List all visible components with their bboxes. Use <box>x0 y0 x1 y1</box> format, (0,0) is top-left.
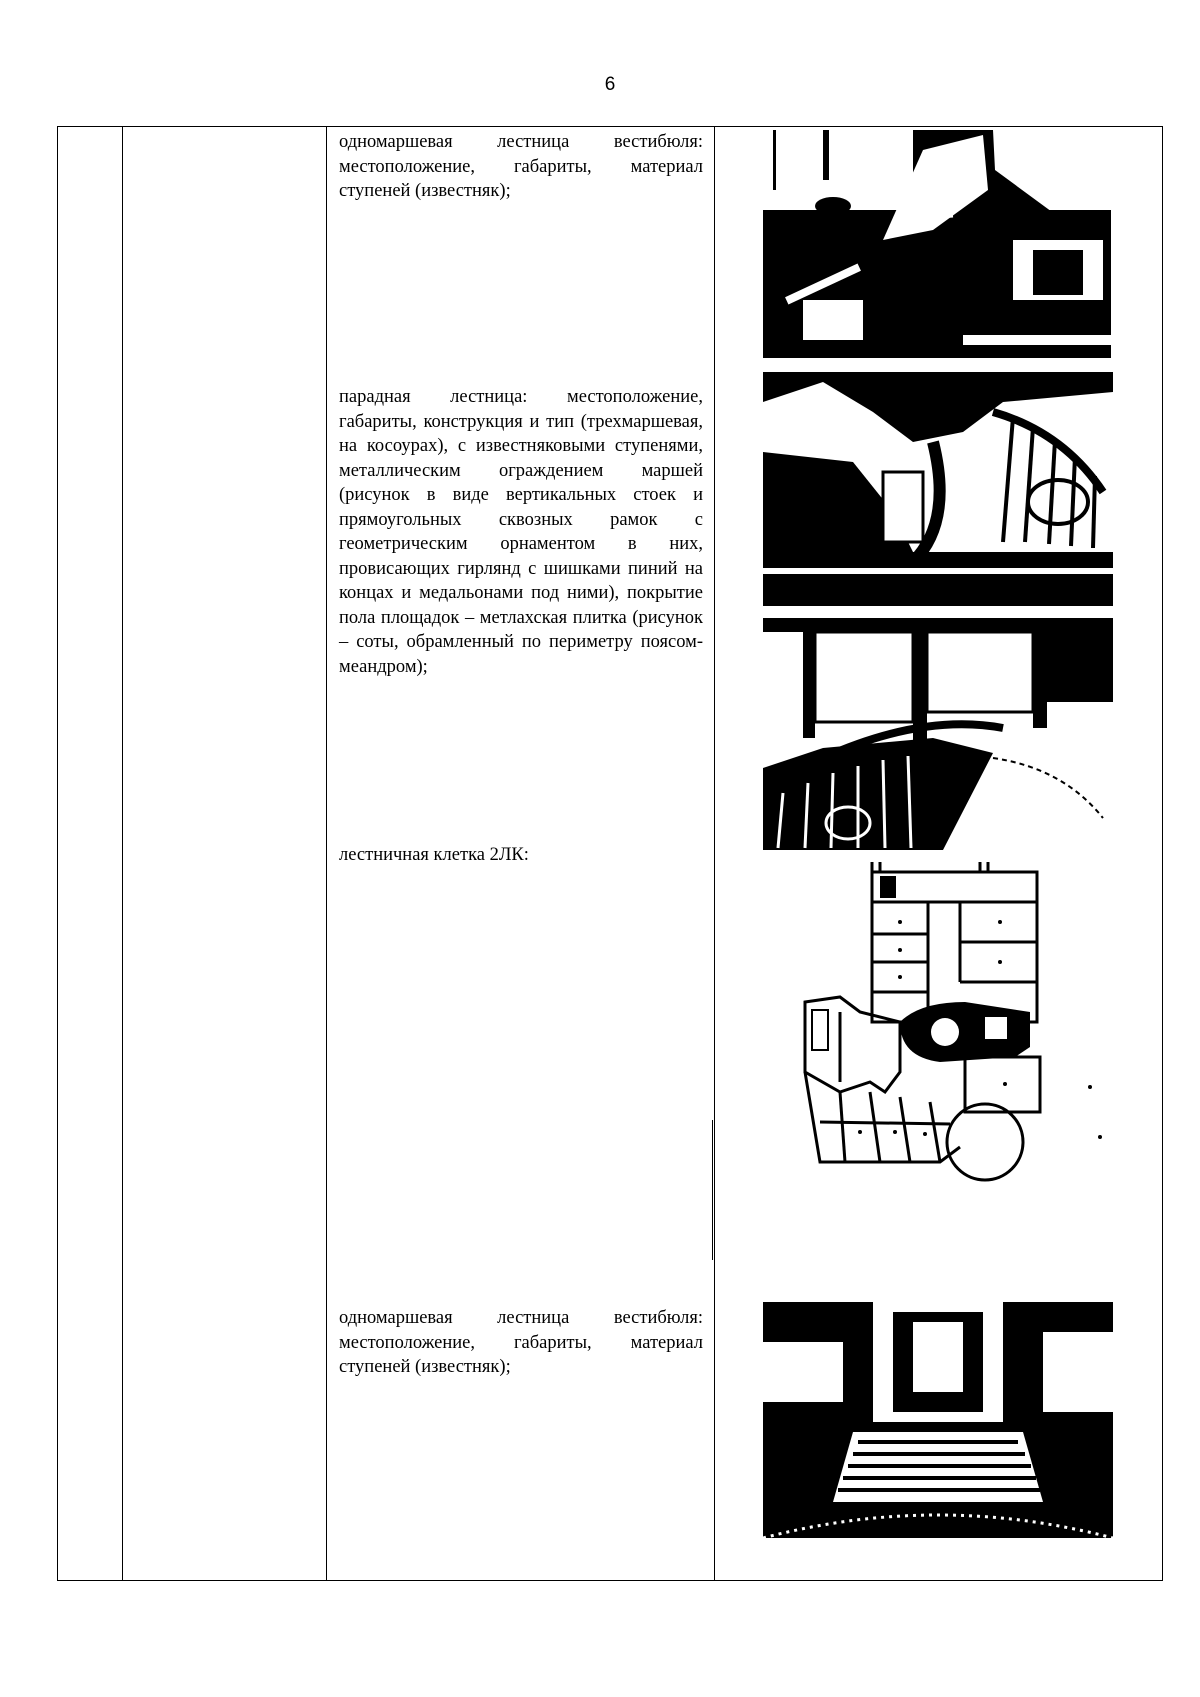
page-number: 6 <box>604 74 616 95</box>
photo-vestibule-stair-2 <box>763 1302 1113 1538</box>
photo-main-stair-upper <box>763 372 1113 606</box>
row-description-vestibule-stair-2: одномаршевая лестница вестибюля: местоположение, габариты, материал ступеней (известняк); <box>339 1308 703 1377</box>
photo-vestibule-stair <box>763 130 1111 358</box>
floor-plan-stairwell-2lk <box>800 862 1106 1182</box>
column-divider-fragment <box>712 1120 713 1260</box>
column-divider <box>326 126 327 1581</box>
row-description-stairwell-2lk: лестничная клетка 2ЛК: <box>339 845 529 865</box>
column-divider <box>714 126 715 1581</box>
photo-main-stair-railing <box>763 618 1113 850</box>
row-description-main-stair: парадная лестница: местоположение, габариты, конструкция и тип (трехмаршевая, на косоурах), с известняковыми ступенями, металлическим ограждением маршей (рисунок в виде вертикальных стоек и прямоугольных сквозных рамок с геометрическим орнаментом в них, провисающих гирлянд с шишками пиний на концах и медальонами под ними), покрытие пола площадок – метлахская плитка (рисунок – соты, обрамленный по периметру поясом-меандром); <box>339 387 703 677</box>
row-description-vestibule-stair: одномаршевая лестница вестибюля: местоположение, габариты, материал ступеней (известняк); <box>339 132 703 201</box>
column-divider <box>122 126 123 1581</box>
